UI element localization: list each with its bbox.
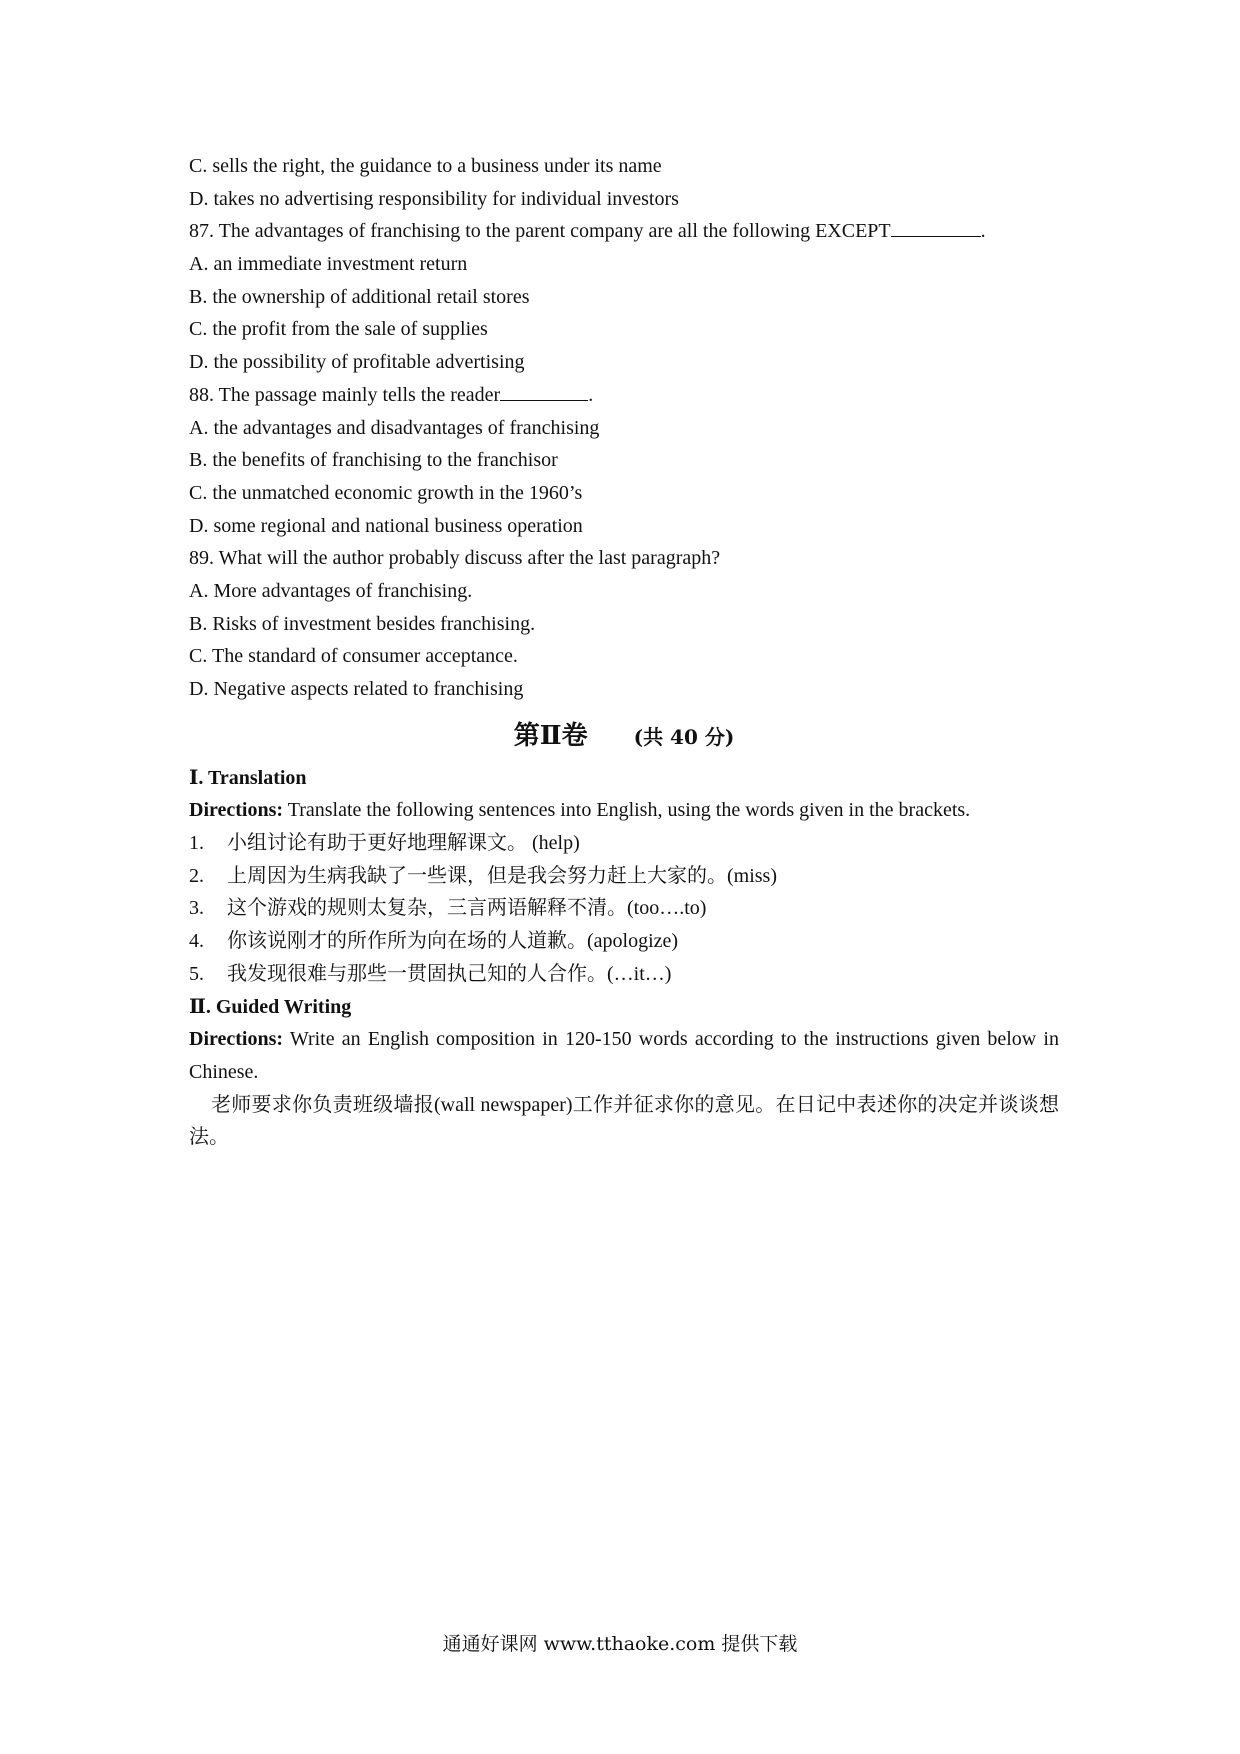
page-footer: 通通好课网 www.tthaoke.com 提供下载 [442,1633,798,1655]
item-text: 这个游戏的规则太复杂，三言两语解释不清。(too….to) [227,897,707,920]
section-score: (共 40 分) [633,724,735,749]
directions-text: Write an English composition in 120-150 words according to the instructions given below in Chinese. [189,1028,1059,1083]
section-title-text: 第Ⅱ卷 [513,720,588,751]
writing-directions [189,1023,1059,1088]
translation-item [189,958,1059,991]
item-number: 3. [189,897,204,920]
answer-blank [500,382,588,401]
q89-option-d: D. Negative aspects related to franchising [189,678,524,700]
translation-heading: Ⅰ. Translation [189,766,307,789]
section-title [189,710,1059,762]
answer-blank [891,218,981,237]
option-prev-d: D. takes no advertising responsibility for individual investors [189,187,679,210]
question-87 [189,215,1059,248]
question-87-stem: 87. The advantages of franchising to the parent company are all the following EXCEPT [189,220,891,243]
question-88-end: . [588,383,594,406]
q88-option-d: D. some regional and national business operation [189,514,583,537]
translation-directions [189,794,1059,827]
translation-item [189,925,1059,958]
item-number: 1. [189,832,204,855]
directions-label: Directions: [189,799,284,822]
q88-option-b: B. the benefits of franchising to the franchisor [189,449,558,472]
question-89: 89. What will the author probably discuss after the last paragraph? [189,547,721,570]
q87-option-d: D. the possibility of profitable advertising [189,351,525,374]
translation-item [189,827,1059,860]
writing-prompt: 老师要求你负责班级墙报(wall newspaper)工作并征求你的意见。在日记中表述你的决定并谈谈想法。 [189,1093,1059,1149]
item-text: 我发现很难与那些一贯固执己知的人合作。(…it…) [227,962,672,985]
directions-text: Translate the following sentences into English, using the words given in the brackets. [283,799,971,822]
q87-option-b: B. the ownership of additional retail stores [189,285,530,308]
q88-option-c: C. the unmatched economic growth in the 1960’s [189,481,583,504]
option-prev-c: C. sells the right, the guidance to a business under its name [189,155,662,177]
writing-heading: Ⅱ. Guided Writing [189,995,352,1018]
item-number: 4. [189,930,204,953]
q88-option-a: A. the advantages and disadvantages of franchising [189,416,600,439]
q89-option-c: C. The standard of consumer acceptance. [189,645,518,668]
page-content [189,150,1059,1154]
q89-option-a: A. More advantages of franchising. [189,579,473,602]
item-text: 上周因为生病我缺了一些课，但是我会努力赶上大家的。(miss) [227,864,777,887]
item-number: 2. [189,864,204,887]
question-87-end: . [980,220,986,243]
question-88 [189,379,1059,412]
translation-item [189,860,1059,893]
item-number: 5. [189,962,204,985]
translation-item [189,892,1059,925]
directions-label: Directions: [189,1028,284,1051]
q89-option-b: B. Risks of investment besides franchising. [189,612,536,635]
q87-option-a: A. an immediate investment return [189,253,468,276]
question-88-stem: 88. The passage mainly tells the reader [189,383,501,406]
item-text: 你该说刚才的所作所为向在场的人道歉。(apologize) [227,930,679,953]
q87-option-c: C. the profit from the sale of supplies [189,318,488,341]
item-text: 小组讨论有助于更好地理解课文。 (help) [227,832,580,855]
